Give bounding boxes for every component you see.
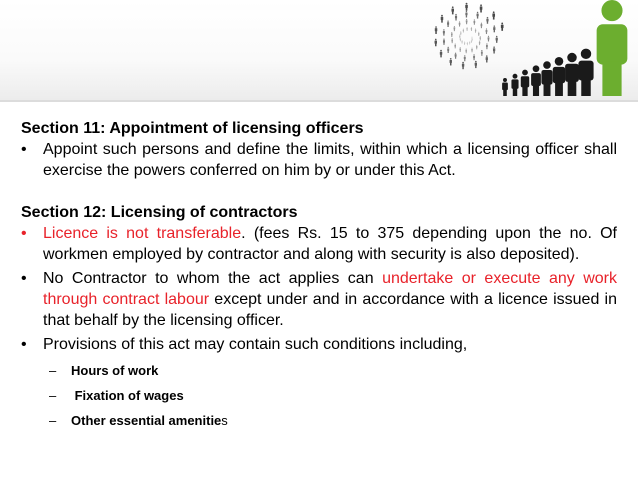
spiral-person-icon xyxy=(451,6,454,14)
section-11-heading: Section 11: Appointment of licensing officers xyxy=(21,120,364,137)
bullet-dot: • xyxy=(21,225,27,242)
bullet-text: . (fees Rs. 15 to 375 depending upon the no. Of workmen employed by contractor and along with security is also deposited). xyxy=(43,225,618,263)
spiral-person-icon xyxy=(454,26,456,31)
spiral-person-icon xyxy=(443,29,445,35)
sub-item-text-tail: s xyxy=(221,413,228,428)
spiral-person-icon xyxy=(486,28,488,34)
spiral-person-icon xyxy=(435,26,437,34)
spiral-person-icon xyxy=(462,62,464,69)
sub-item-wages xyxy=(21,386,617,405)
spiral-person-icon xyxy=(447,20,449,27)
spiral-person-icon xyxy=(447,47,449,53)
spiral-person-icon xyxy=(486,17,488,24)
growing-person-icon xyxy=(541,61,552,96)
section-12-bullet-1 xyxy=(21,223,617,265)
header-divider xyxy=(0,100,638,102)
section-12-bullet-3 xyxy=(21,334,617,355)
sub-item-text: Hours of work xyxy=(71,363,159,378)
red-highlight: Licence is not transferable xyxy=(43,225,242,242)
section-12-bullet-2 xyxy=(21,268,617,331)
slide-content xyxy=(21,118,617,430)
spiral-person-icon xyxy=(469,41,470,44)
growing-person-icon xyxy=(553,57,565,96)
growing-person-icon xyxy=(511,74,518,96)
spiral-person-icon xyxy=(464,55,466,61)
bullet-dot: • xyxy=(21,336,27,353)
red-highlight: undertake or execute any work through contract labour xyxy=(43,270,617,308)
spiral-person-icon xyxy=(451,32,453,37)
sub-item-text: Other essential amenitie xyxy=(71,413,222,428)
dash-marker: – xyxy=(49,413,57,428)
spiral-person-icon xyxy=(501,23,504,31)
spiral-person-icon xyxy=(475,61,477,68)
spiral-person-icon xyxy=(461,40,462,44)
people-spiral-graphic xyxy=(0,0,638,100)
spiral-person-icon xyxy=(450,58,452,66)
spiral-person-icon xyxy=(488,36,490,42)
spiral-person-icon xyxy=(473,54,475,60)
spiral-person-icon xyxy=(486,43,488,49)
spiral-person-icon xyxy=(465,11,467,18)
spiral-person-icon xyxy=(476,12,478,19)
spiral-person-icon xyxy=(479,41,480,45)
growing-person-icon xyxy=(531,65,541,96)
bullet-text: Provisions of this act may contain such conditions including, xyxy=(43,336,468,353)
spiral-person-icon xyxy=(464,42,465,45)
spiral-person-icon xyxy=(435,39,437,47)
spiral-person-icon xyxy=(496,36,498,43)
spiral-person-icon xyxy=(463,29,464,33)
spiral-person-icon xyxy=(475,29,476,33)
spiral-person-icon xyxy=(441,15,444,23)
spiral-person-icon xyxy=(440,50,442,58)
spiral-person-icon xyxy=(478,32,479,36)
bullet-text: No Contractor to whom the act applies can xyxy=(43,270,383,287)
bullet-dot: • xyxy=(21,141,27,158)
spiral-person-icon xyxy=(486,55,488,62)
spiral-person-icon xyxy=(493,25,495,32)
sub-item-hours xyxy=(21,361,617,380)
spiral-person-icon xyxy=(459,21,461,26)
dash-marker: – xyxy=(49,388,57,403)
spiral-person-icon xyxy=(493,46,495,53)
growing-person-icon xyxy=(521,70,529,96)
spiral-person-icon xyxy=(465,49,467,54)
spiral-person-icon xyxy=(465,3,468,11)
spiral-person-icon xyxy=(480,36,481,40)
spiral-person-icon xyxy=(466,19,468,24)
spiral-person-icon xyxy=(454,44,456,49)
bullet-dot: • xyxy=(21,270,27,287)
spiral-person-icon xyxy=(455,53,457,59)
spiral-person-icon xyxy=(459,47,461,52)
growing-person-icon xyxy=(502,78,508,96)
bullet-text: Appoint such persons and define the limits, within which a licensing officer shall exercise the powers conferred on him by or under this Act. xyxy=(43,141,617,179)
sub-item-amenities xyxy=(21,411,617,430)
spiral-person-icon xyxy=(473,19,475,24)
spiral-person-icon xyxy=(466,27,467,31)
growing-person-icon xyxy=(578,49,593,96)
section-12-heading: Section 12: Licensing of contractors xyxy=(21,204,298,221)
spiral-person-icon xyxy=(476,45,477,50)
spiral-person-icon xyxy=(443,38,445,44)
leader-person-icon xyxy=(597,0,628,96)
spiral-person-icon xyxy=(471,40,472,43)
spiral-person-icon xyxy=(471,27,472,31)
spiral-person-icon xyxy=(481,23,483,29)
dash-marker: – xyxy=(49,363,57,378)
spiral-person-icon xyxy=(492,11,495,19)
spiral-person-icon xyxy=(455,14,457,21)
spiral-person-icon xyxy=(481,50,483,56)
spiral-person-icon xyxy=(460,31,461,35)
spiral-person-icon xyxy=(471,48,472,53)
spiral-person-icon xyxy=(451,38,453,43)
sub-item-text: Fixation of wages xyxy=(71,388,184,403)
bullet-text: except under and in accordance with a licence issued in that behalf by the licensing officer. xyxy=(43,291,618,329)
growing-person-icon xyxy=(565,53,579,96)
spiral-person-icon xyxy=(480,4,483,12)
section-11-bullet xyxy=(21,139,617,181)
spiral-person-icon xyxy=(467,42,468,45)
